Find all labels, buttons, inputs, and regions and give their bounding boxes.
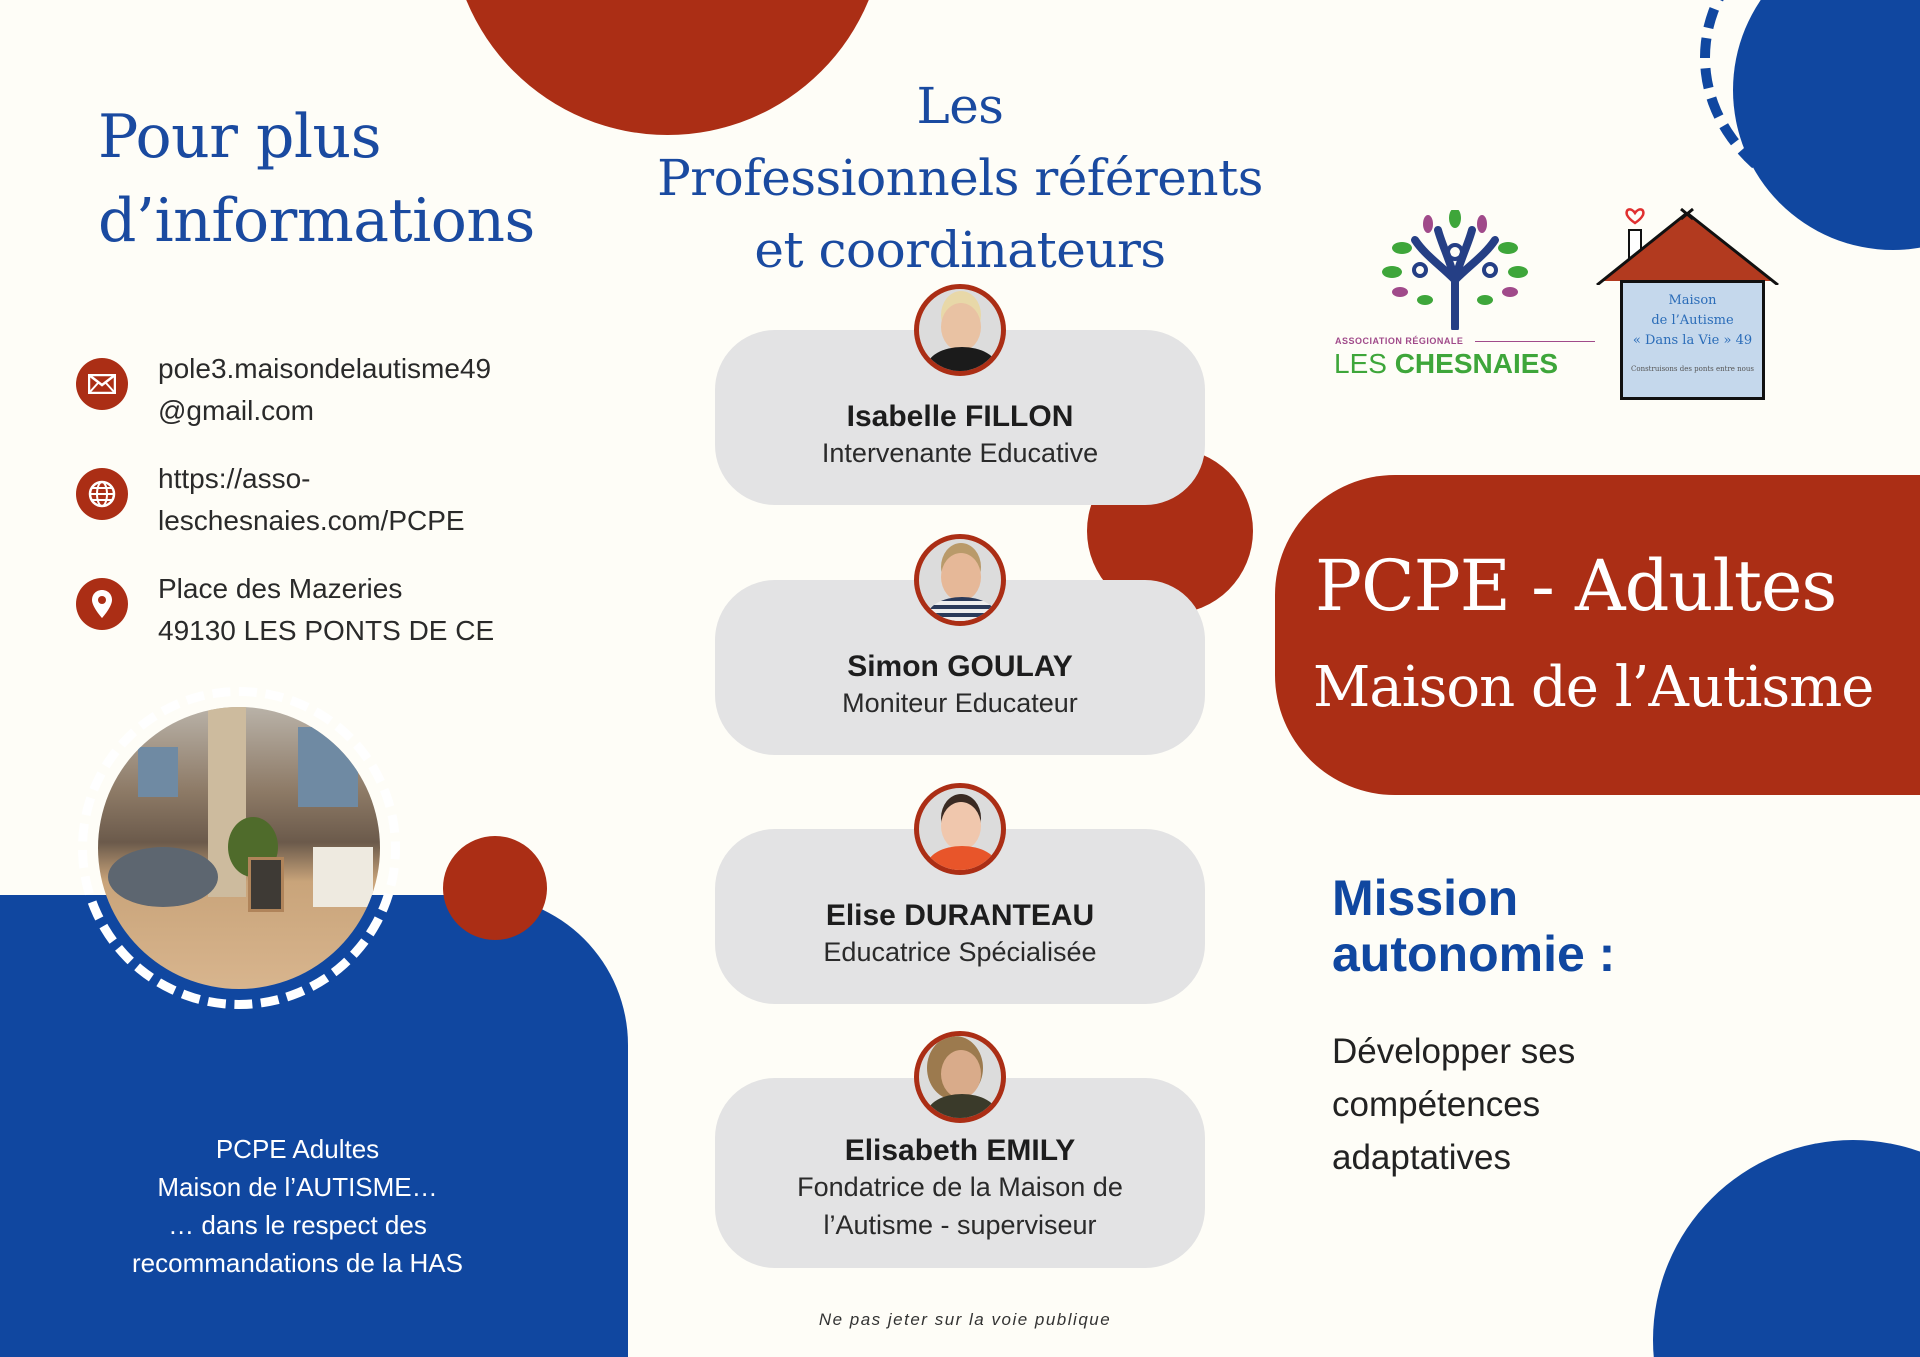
mission-text-line2: compétences [1332,1085,1541,1124]
info-heading [98,95,535,263]
professional-name: Simon GOULAY [847,650,1073,683]
tree-icon [1380,210,1530,330]
email-line2: @gmail.com [158,395,315,426]
professionals-heading-line3: et coordinateurs [754,221,1166,279]
avatar [914,783,1006,875]
professional-name: Elisabeth EMILY [844,1134,1076,1167]
contact-email[interactable] [76,348,492,426]
footer-note: Ne pas jeter sur la voie publique [818,1310,1112,1329]
professional-role: Moniteur Educateur [842,688,1078,718]
house-sign: Maison de l’Autisme « Dans la Vie » 49 Construisons des ponts entre nous [1620,280,1765,400]
mission-text-line1: Développer ses [1332,1032,1576,1071]
info-heading-line1: Pour plus [98,102,381,172]
banner-subtitle: Maison de l’Autisme [1313,655,1874,720]
title-banner [1275,475,1920,795]
location-pin-icon [76,578,128,630]
mission-text-line3: adaptatives [1332,1138,1512,1177]
professional-role: Intervenante Educative [821,438,1099,468]
panel-caption-line3: … dans le respect des [168,1210,427,1240]
professional-name: Isabelle FILLON [846,400,1074,433]
professionals-heading [640,70,1280,286]
address-line2: 49130 LES PONTS DE CE [158,615,495,646]
professional-name: Elise DURANTEAU [825,899,1095,932]
maison-autisme-logo [1595,205,1780,405]
professional-role: Educatrice Spécialisée [823,937,1097,967]
website-line1: https://asso- [158,463,311,494]
info-heading-line2: d’informations [98,186,535,256]
decorative-blue-circle-bottom-right [1653,1140,1920,1357]
globe-icon [76,468,128,520]
professionals-heading-line2: Professionnels référents [657,149,1263,207]
avatar [914,534,1006,626]
avatar [914,1031,1006,1123]
professionals-heading-line1: Les [916,77,1004,135]
address-line1: Place des Mazeries [158,573,403,604]
house-roof-icon [1595,205,1780,285]
panel-caption-line4: recommandations de la HAS [132,1248,463,1278]
professional-role-line2: l’Autisme - superviseur [823,1210,1097,1240]
decorative-red-circle-small [443,836,547,940]
chesnaies-name: LES CHESNAIES [1334,348,1559,379]
avatar [914,284,1006,376]
website-line2: leschesnaies.com/PCPE [158,505,465,536]
mission-heading [1332,870,1615,982]
panel-caption-line2: Maison de l’AUTISME… [157,1172,438,1202]
email-icon [76,358,128,410]
email-line1: pole3.maisondelautisme49 [158,353,492,384]
room-photo [98,707,380,989]
professional-role-line1: Fondatrice de la Maison de [797,1172,1123,1202]
mission-heading-line2: autonomie : [1332,926,1616,982]
contact-address [76,568,495,646]
banner-title: PCPE - Adultes [1315,545,1837,627]
panel-caption-line1: PCPE Adultes [215,1134,380,1164]
panel-caption [0,1130,595,1282]
mission-heading-line1: Mission [1332,870,1519,926]
les-chesnaies-logo [1330,210,1570,390]
contact-website[interactable] [76,458,465,536]
chesnaies-tagline: ASSOCIATION RÉGIONALE [1335,336,1464,346]
mission-description [1332,1025,1575,1184]
